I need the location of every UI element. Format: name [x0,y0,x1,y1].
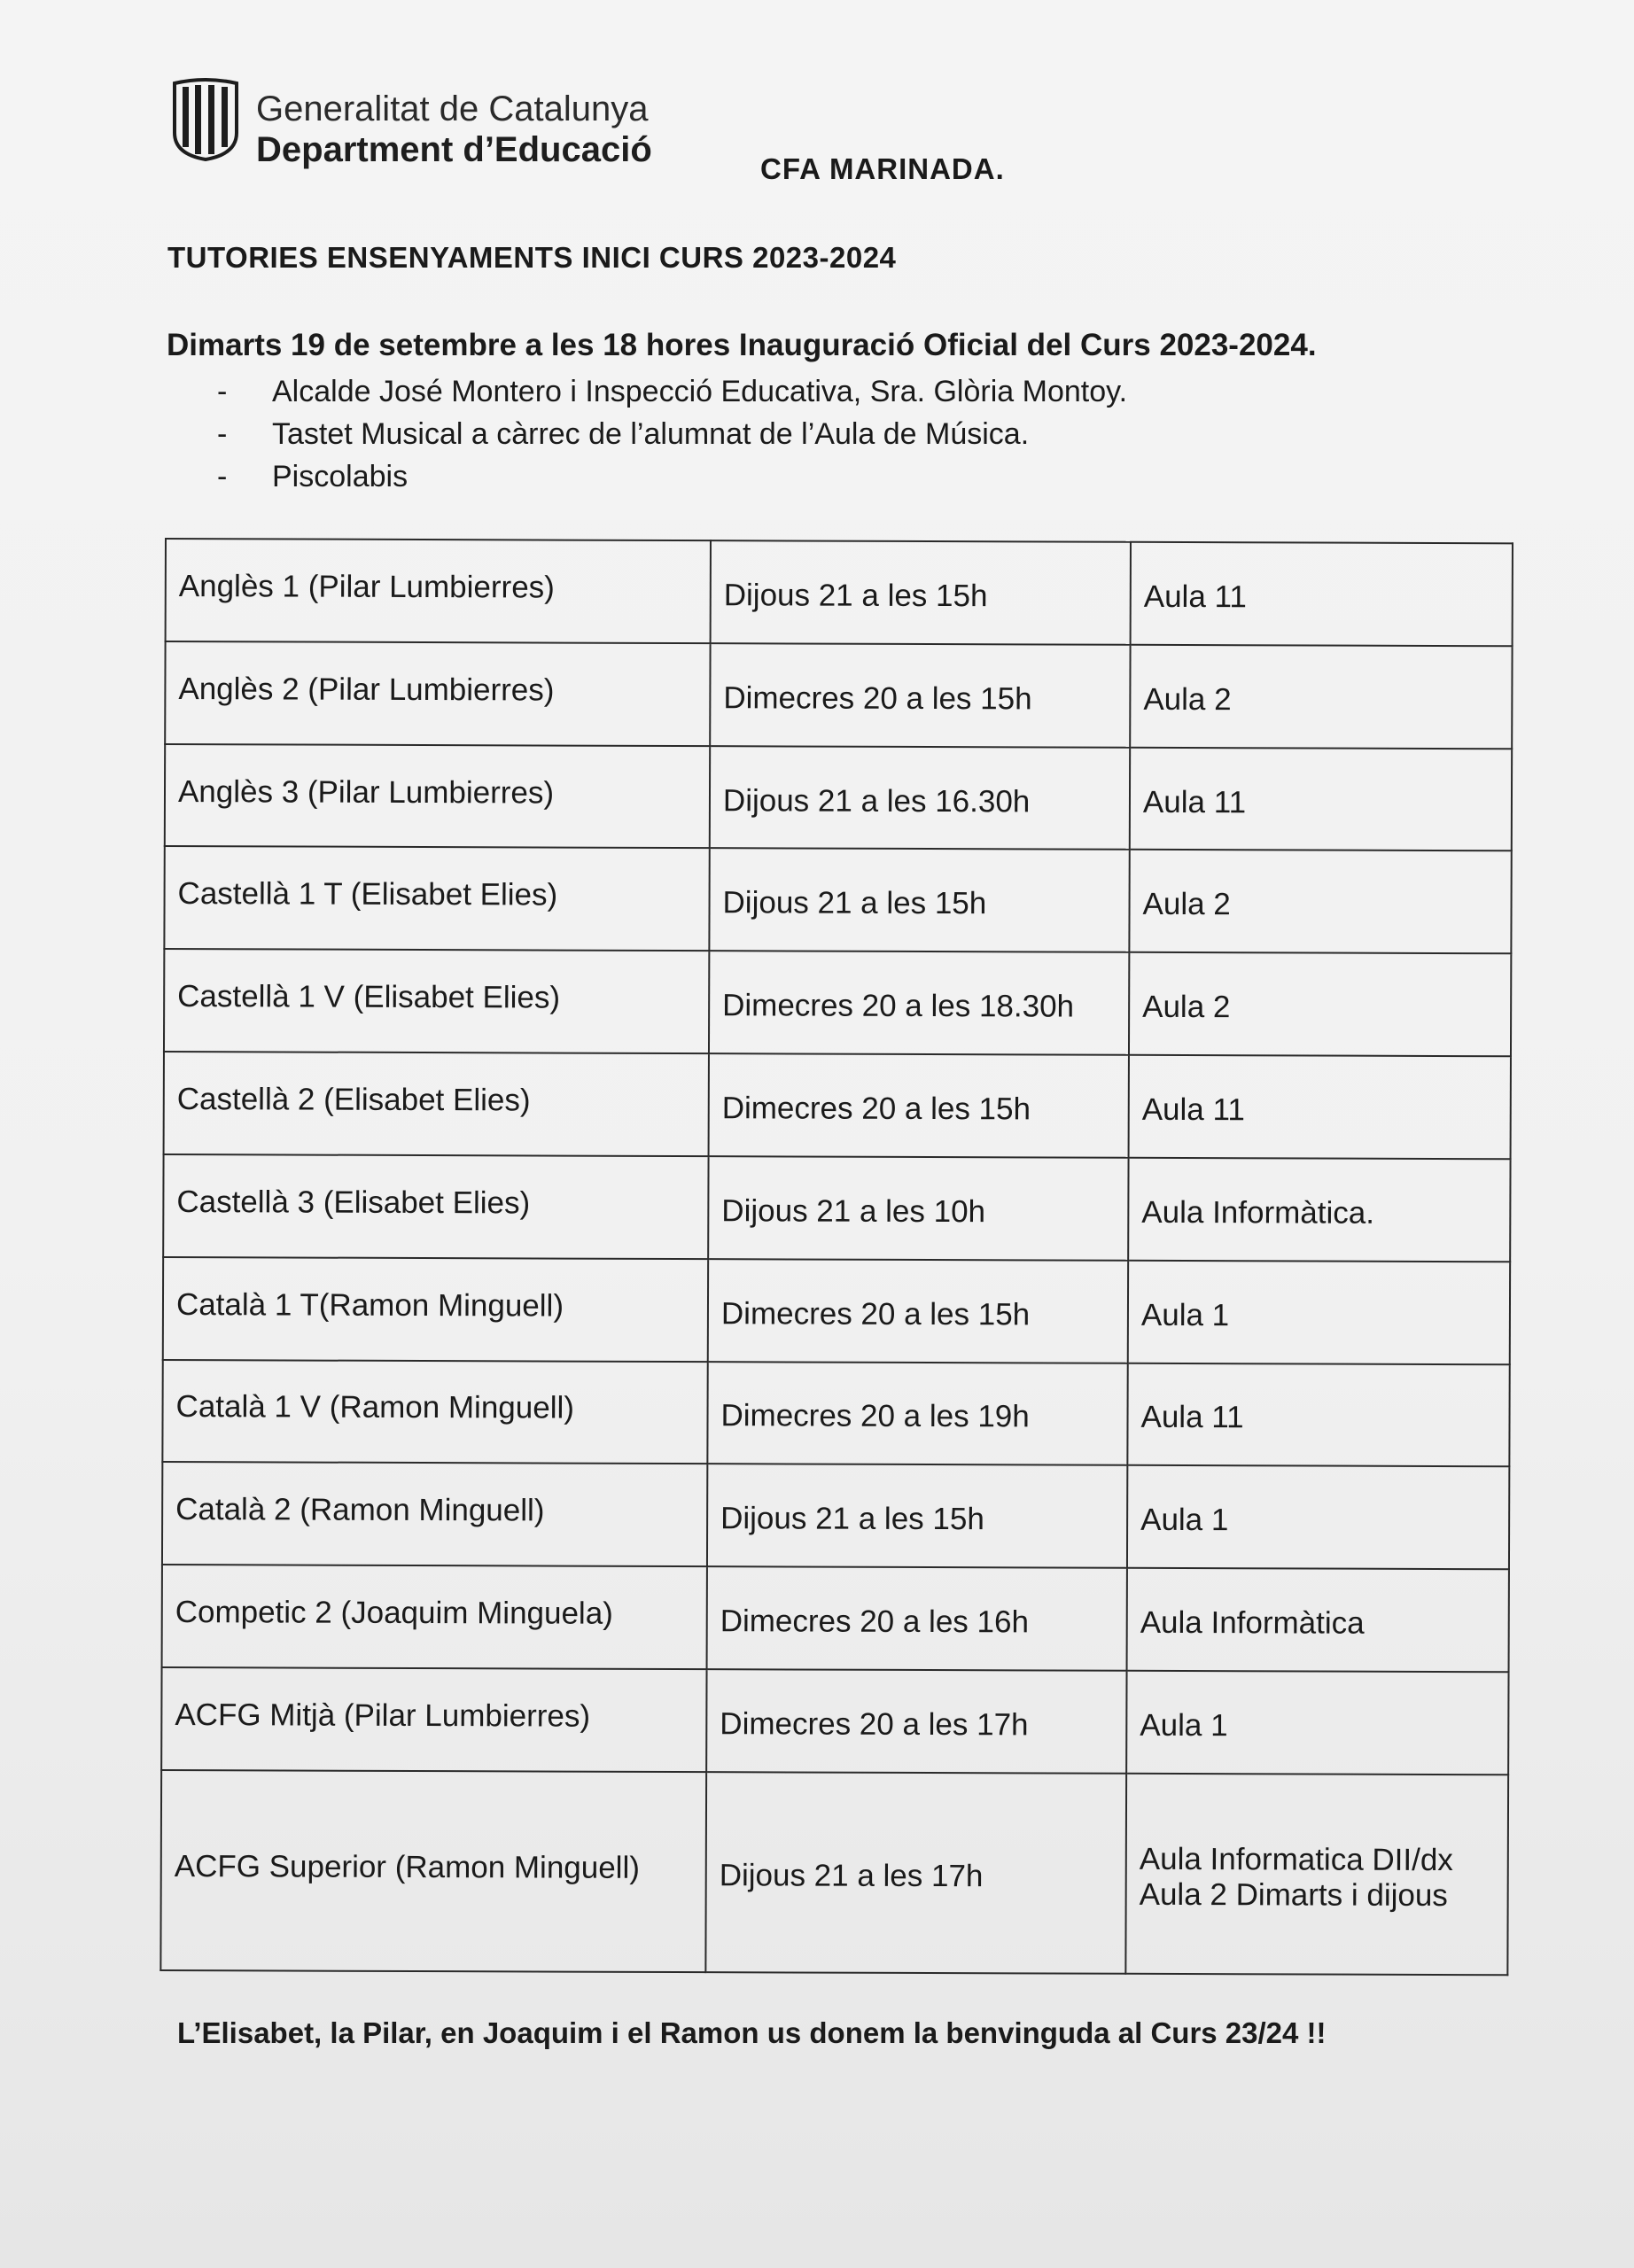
date-cell: Dimecres 20 a les 15h [710,643,1130,747]
table-row [163,1154,1510,1262]
date-cell: Dijous 21 a les 15h [711,540,1131,644]
date-cell: Dijous 21 a les 15h [709,849,1129,952]
event-item [217,413,1127,455]
generalitat-logo-icon [171,78,240,161]
subject-cell: Anglès 1 (Pilar Lumbierres) [166,539,711,643]
table-row [166,539,1513,646]
subject-cell: Castellà 3 (Elisabet Elies) [163,1154,708,1259]
table-row [164,1052,1511,1159]
table-row [164,949,1511,1056]
date-cell: Dijous 21 a les 17h [705,1772,1126,1974]
event-item [217,455,1127,498]
table-row [161,1667,1508,1775]
event-heading: Dimarts 19 de setembre a les 18 hores Inauguració Oficial del Curs 2023-2024. [167,328,1317,362]
date-cell: Dimecres 20 a les 15h [709,1053,1129,1157]
room-cell: Aula 1 [1127,1465,1509,1569]
table-row [162,1565,1509,1672]
table-row [164,846,1511,953]
room-cell: Aula 11 [1129,1055,1511,1159]
room-cell: Aula 11 [1127,1363,1509,1466]
event-item-text: Tastet Musical a càrrec de l’alumnat de l’Aula de Música. [272,417,1030,451]
closing-message: L’Elisabet, la Pilar, en Joaquim i el Ramon us donem la benvinguda al Curs 23/24 !! [177,2016,1327,2049]
date-cell: Dimecres 20 a les 15h [708,1259,1128,1363]
room-line: Aula Informatica DII/dx [1139,1841,1453,1877]
subject-cell: Anglès 3 (Pilar Lumbierres) [165,744,710,849]
room-cell: Aula 1 [1126,1671,1508,1775]
subject-cell: Castellà 1 V (Elisabet Elies) [164,949,709,1053]
subject-cell: Català 2 (Ramon Minguell) [162,1462,707,1566]
date-cell: Dimecres 20 a les 19h [707,1362,1127,1465]
date-cell: Dijous 21 a les 15h [707,1464,1127,1567]
table-row [165,641,1512,749]
subject-cell: Anglès 2 (Pilar Lumbierres) [165,641,710,746]
org-name: Generalitat de Catalunya [256,89,649,128]
tutoring-schedule-table [160,538,1513,1976]
table-row [162,1462,1509,1569]
room-cell [1125,1774,1508,1976]
table-row [165,744,1512,851]
subject-cell: ACFG Superior (Ramon Minguell) [160,1770,706,1972]
date-cell: Dimecres 20 a les 17h [706,1669,1126,1773]
date-cell: Dijous 21 a les 16.30h [710,746,1130,850]
date-cell: Dijous 21 a les 10h [708,1156,1128,1260]
event-item-text: Piscolabis [272,460,408,493]
table-row [160,1770,1508,1976]
room-cell: Aula 11 [1131,542,1513,646]
table-row [162,1359,1509,1466]
event-item [217,370,1127,413]
date-cell: Dimecres 20 a les 16h [707,1566,1127,1670]
date-cell: Dimecres 20 a les 18.30h [709,951,1129,1054]
event-list [217,370,1127,498]
subject-cell: Competic 2 (Joaquim Minguela) [162,1565,707,1669]
subject-cell: ACFG Mitjà (Pilar Lumbierres) [161,1667,706,1772]
document-title: TUTORIES ENSENYAMENTS INICI CURS 2023-2024 [167,241,897,274]
room-cell: Aula Informàtica. [1128,1158,1510,1262]
room-cell: Aula 1 [1128,1260,1510,1363]
room-cell: Aula 11 [1130,747,1512,850]
subject-cell: Català 1 V (Ramon Minguell) [162,1359,707,1464]
room-cell: Aula 2 [1129,850,1511,953]
subject-cell: Castellà 1 T (Elisabet Elies) [164,846,709,951]
dash-bullet: - [217,417,228,451]
room-cell: Aula 2 [1130,645,1512,749]
table-row [163,1257,1510,1364]
room-cell: Aula 2 [1129,952,1511,1056]
event-item-text: Alcalde José Montero i Inspecció Educativa, Sra. Glòria Montoy. [272,375,1128,408]
school-name: CFA MARINADA. [760,152,1005,185]
dash-bullet: - [217,375,228,408]
subject-cell: Català 1 T(Ramon Minguell) [163,1257,708,1362]
room-line: Aula 2 Dimarts i dijous [1139,1876,1448,1913]
subject-cell: Castellà 2 (Elisabet Elies) [164,1052,709,1156]
room-cell: Aula Informàtica [1127,1568,1509,1672]
dash-bullet: - [217,460,228,493]
department-name: Department d’Educació [256,130,652,169]
